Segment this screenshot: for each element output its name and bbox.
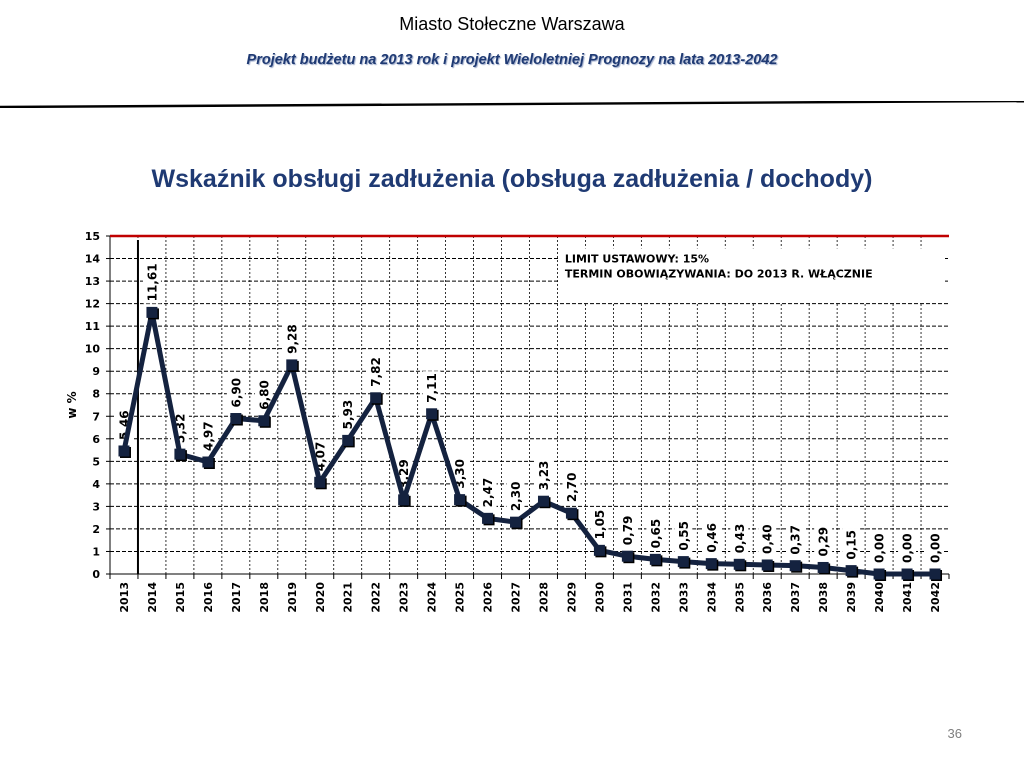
data-point-2033 <box>678 556 689 567</box>
x-tick-label-2031: 2031 <box>621 582 635 613</box>
y-tick-label-9: 9 <box>92 365 100 379</box>
data-label-2024: 7,11 <box>425 373 440 403</box>
data-label-2021: 5,93 <box>341 399 356 430</box>
y-tick-label-2: 2 <box>92 522 100 536</box>
y-tick-label-3: 3 <box>92 500 100 514</box>
x-tick-label-2015: 2015 <box>173 582 187 613</box>
data-point-2014 <box>146 307 157 318</box>
data-label-2026: 2,47 <box>481 477 496 508</box>
x-tick-label-2023: 2023 <box>397 582 411 613</box>
x-tick-label-2021: 2021 <box>341 582 355 613</box>
y-tick-label-13: 13 <box>84 275 100 289</box>
data-label-2013: 5,46 <box>117 410 132 440</box>
data-point-2037 <box>790 560 801 571</box>
data-point-2019 <box>286 359 297 370</box>
x-tick-label-2018: 2018 <box>257 582 271 613</box>
data-label-2023: 3,29 <box>397 459 412 489</box>
data-point-2039 <box>846 565 857 576</box>
x-tick-label-2037: 2037 <box>789 582 803 613</box>
data-point-2031 <box>622 551 633 562</box>
y-tick-label-14: 14 <box>84 252 100 266</box>
x-tick-label-2030: 2030 <box>593 582 607 613</box>
data-point-2042 <box>930 569 941 580</box>
x-tick-label-2036: 2036 <box>761 582 775 613</box>
data-point-2026 <box>482 513 493 524</box>
data-point-2013 <box>118 445 129 456</box>
data-point-2017 <box>230 413 241 424</box>
series-line <box>124 312 935 574</box>
y-tick-label-7: 7 <box>92 410 100 424</box>
data-label-2020: 4,07 <box>313 441 328 472</box>
data-point-2020 <box>314 477 325 488</box>
x-tick-label-2042: 2042 <box>929 582 943 613</box>
x-tick-label-2024: 2024 <box>425 582 439 613</box>
data-label-2036: 0,40 <box>760 524 775 554</box>
x-tick-label-2041: 2041 <box>901 582 915 613</box>
data-point-2021 <box>342 435 353 446</box>
data-point-2027 <box>510 517 521 528</box>
data-label-2029: 2,70 <box>564 472 579 503</box>
data-label-2022: 7,82 <box>369 357 384 387</box>
data-label-2042: 0,00 <box>928 533 943 563</box>
data-label-2031: 0,79 <box>620 515 635 546</box>
data-label-2014: 11,61 <box>145 263 160 302</box>
x-tick-label-2035: 2035 <box>733 582 747 613</box>
x-tick-label-2027: 2027 <box>509 582 523 613</box>
data-point-2025 <box>454 494 465 505</box>
data-label-2028: 3,23 <box>536 460 551 491</box>
data-label-2038: 0,29 <box>816 526 831 557</box>
header-subtitle: Projekt budżetu na 2013 rok i projekt Wieloletniej Prognozy na lata 2013-2042 <box>246 52 778 68</box>
chart-title: Wskaźnik obsługi zadłużenia (obsługa zadłużenia / dochody) <box>151 165 873 193</box>
data-point-2038 <box>818 562 829 573</box>
y-tick-label-11: 11 <box>84 320 100 334</box>
data-point-2022 <box>370 392 381 403</box>
x-tick-label-2033: 2033 <box>677 582 691 613</box>
y-tick-label-15: 15 <box>84 230 100 243</box>
data-point-2024 <box>426 408 437 419</box>
y-tick-label-4: 4 <box>92 477 100 491</box>
y-tick-label-12: 12 <box>84 297 100 311</box>
x-tick-label-2019: 2019 <box>285 582 299 613</box>
data-label-2018: 6,80 <box>257 380 272 410</box>
data-label-2027: 2,30 <box>509 481 524 512</box>
x-tick-label-2040: 2040 <box>873 582 887 613</box>
data-label-2041: 0,00 <box>900 533 915 563</box>
x-tick-label-2032: 2032 <box>649 582 663 613</box>
data-label-2025: 3,30 <box>453 459 468 489</box>
y-tick-label-8: 8 <box>92 387 100 401</box>
data-label-2033: 0,55 <box>676 520 691 551</box>
data-label-2017: 6,90 <box>229 377 244 408</box>
x-tick-label-2016: 2016 <box>201 582 215 613</box>
page-number: 36 <box>947 726 962 741</box>
x-tick-label-2022: 2022 <box>369 582 383 613</box>
data-label-2035: 0,43 <box>732 523 747 554</box>
limit-annotation-line2: TERMIN OBOWIĄZYWANIA: DO 2013 R. WŁĄCZNIE <box>564 267 873 281</box>
x-tick-label-2034: 2034 <box>705 582 719 613</box>
x-tick-label-2026: 2026 <box>481 582 495 613</box>
x-tick-label-2014: 2014 <box>145 582 159 613</box>
x-tick-label-2038: 2038 <box>817 582 831 613</box>
data-label-2032: 0,65 <box>648 518 663 549</box>
x-tick-label-2017: 2017 <box>229 582 243 613</box>
y-axis-title: w % <box>65 391 79 419</box>
data-point-2041 <box>902 569 913 580</box>
x-tick-label-2039: 2039 <box>845 582 859 613</box>
data-point-2036 <box>762 559 773 570</box>
x-tick-label-2028: 2028 <box>537 582 551 613</box>
data-label-2030: 1,05 <box>592 509 607 540</box>
data-point-2032 <box>650 554 661 565</box>
data-point-2029 <box>566 508 577 519</box>
y-tick-label-10: 10 <box>84 342 100 356</box>
data-point-2030 <box>594 545 605 556</box>
x-tick-label-2020: 2020 <box>313 582 327 613</box>
x-tick-label-2025: 2025 <box>453 582 467 613</box>
x-tick-label-2029: 2029 <box>565 582 579 613</box>
data-point-2018 <box>258 415 269 426</box>
x-tick-label-2013: 2013 <box>117 582 131 613</box>
limit-annotation-line1: LIMIT USTAWOWY: 15% <box>564 252 710 266</box>
header-title: Miasto Stołeczne Warszawa <box>399 14 625 34</box>
data-label-2034: 0,46 <box>704 523 719 553</box>
data-label-2015: 5,32 <box>173 413 188 444</box>
data-point-2035 <box>734 559 745 570</box>
data-label-2040: 0,00 <box>872 533 887 563</box>
data-point-2016 <box>202 457 213 468</box>
y-tick-label-6: 6 <box>92 432 100 446</box>
data-label-2037: 0,37 <box>788 525 803 555</box>
data-point-2040 <box>874 569 885 580</box>
data-point-2015 <box>174 449 185 460</box>
data-point-2023 <box>398 494 409 505</box>
data-point-2034 <box>706 558 717 569</box>
y-tick-label-0: 0 <box>92 568 100 581</box>
data-label-2019: 9,28 <box>285 324 300 354</box>
data-label-2039: 0,15 <box>844 530 859 560</box>
y-tick-label-1: 1 <box>92 545 100 559</box>
data-label-2016: 4,97 <box>201 421 216 452</box>
data-point-2028 <box>538 496 549 507</box>
y-tick-label-5: 5 <box>92 455 100 469</box>
